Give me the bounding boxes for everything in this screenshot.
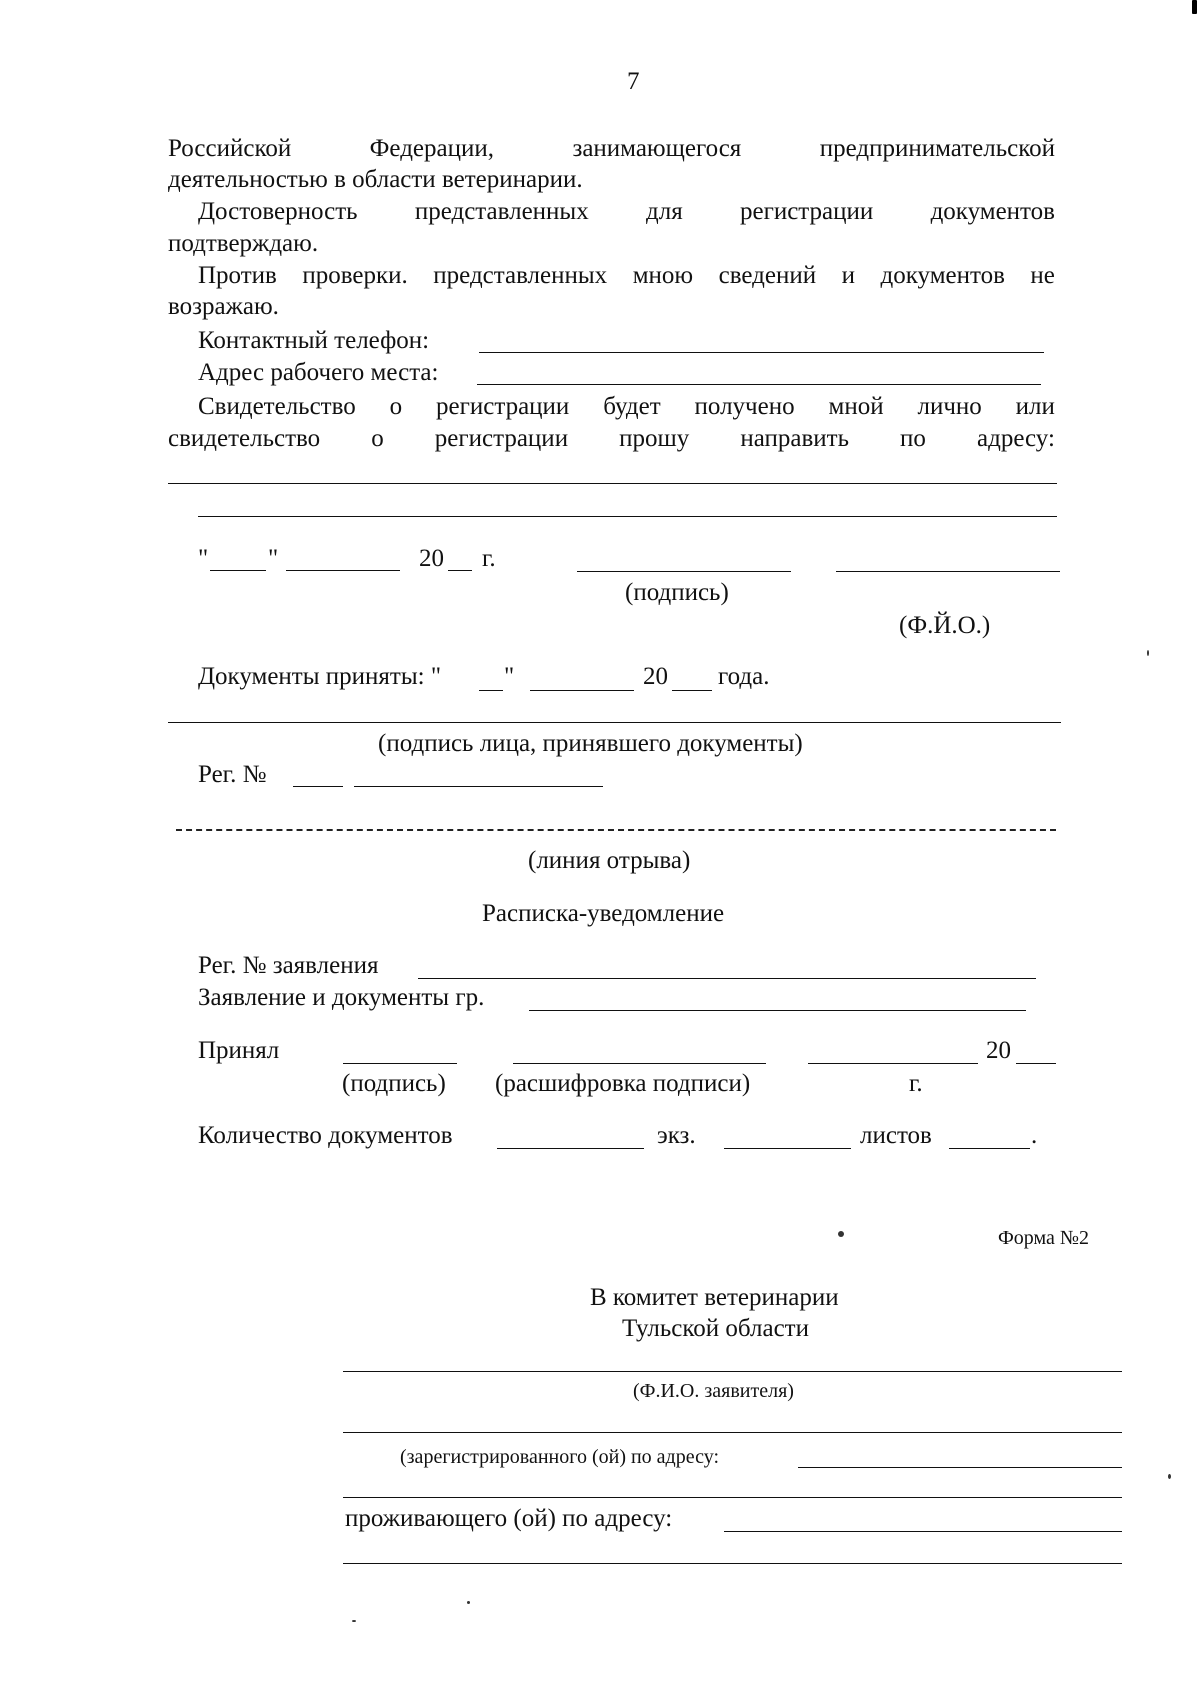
docs-accepted-year-field[interactable] xyxy=(672,690,712,691)
intro-line-3-word: документов xyxy=(930,198,1055,225)
receipt-sheets-field[interactable] xyxy=(949,1148,1030,1149)
date-year-field[interactable] xyxy=(448,570,472,571)
intro-line-1-word: Федерации, xyxy=(369,135,494,162)
reg-no-field-short[interactable] xyxy=(293,786,343,787)
intro-line-3-word: представленных xyxy=(414,198,589,225)
residing-address-label: проживающего (ой) по адресу: xyxy=(345,1505,673,1532)
certificate-line-2-word: свидетельство xyxy=(168,425,321,452)
signature-caption: (подпись) xyxy=(625,579,729,606)
date-day-field[interactable] xyxy=(210,570,266,571)
receipt-period: . xyxy=(1031,1122,1038,1149)
certificate-line-1-word: мной xyxy=(828,393,884,420)
certificate-line-1-word: будет xyxy=(603,393,661,420)
receipt-reg-no-field[interactable] xyxy=(418,978,1036,979)
reg-no-field-long[interactable] xyxy=(354,786,603,787)
certificate-line-1 xyxy=(198,392,1055,422)
tear-line xyxy=(176,829,1056,831)
intro-line-5-word: документов xyxy=(880,262,1005,289)
certificate-line-1-word: лично xyxy=(917,393,982,420)
receipt-copies-label: экз. xyxy=(657,1122,696,1149)
form-number-label: Форма №2 xyxy=(998,1227,1089,1249)
receipt-year-caption: г. xyxy=(909,1070,923,1097)
certificate-line-2-word: регистрации xyxy=(434,425,569,452)
contact-phone-field[interactable] xyxy=(479,352,1044,353)
date-year-suffix: г. xyxy=(482,545,496,572)
docs-accepted-day-field[interactable] xyxy=(479,690,503,691)
receipt-signature-field[interactable] xyxy=(343,1063,457,1064)
residing-address-field-1[interactable] xyxy=(724,1531,1122,1532)
certificate-line-2-word: о xyxy=(371,425,384,452)
date-close-quote: " xyxy=(268,545,279,572)
intro-line-1 xyxy=(168,134,1055,164)
certificate-line-1-word: о xyxy=(389,393,403,420)
certificate-line-1-word: регистрации xyxy=(436,393,570,420)
address-field-line-2[interactable] xyxy=(198,516,1057,517)
docs-accepted-suffix: года. xyxy=(718,663,770,690)
receipt-docs-field[interactable] xyxy=(529,1010,1026,1011)
intro-line-5-word: не xyxy=(1030,262,1055,289)
tear-line-caption: (линия отрыва) xyxy=(528,847,691,874)
registered-address-field-1[interactable] xyxy=(343,1432,1122,1433)
certificate-line-2-word: по xyxy=(900,425,926,452)
intro-line-5-word: Против xyxy=(198,262,277,289)
fio-field[interactable] xyxy=(836,571,1060,572)
intro-line-5-word: представленных xyxy=(433,262,608,289)
fio-caption: (Ф.Й.О.) xyxy=(899,612,991,639)
address-field-line-1[interactable] xyxy=(168,483,1057,484)
certificate-line-1-word: получено xyxy=(694,393,795,420)
receipt-copies-field[interactable] xyxy=(724,1148,851,1149)
intro-line-3-word: Достоверность xyxy=(198,198,358,225)
acceptor-signature-field[interactable] xyxy=(168,722,1061,723)
intro-line-5-word: и xyxy=(841,262,855,289)
intro-line-5-word: проверки. xyxy=(302,262,408,289)
residing-address-field-2[interactable] xyxy=(343,1563,1122,1564)
intro-line-3 xyxy=(198,197,1055,227)
intro-line-5-word: мною xyxy=(632,262,694,289)
registered-address-field-3[interactable] xyxy=(343,1497,1122,1498)
receipt-reg-no-label: Рег. № заявления xyxy=(198,952,379,979)
applicant-name-field[interactable] xyxy=(343,1371,1122,1372)
receipt-year-field[interactable] xyxy=(1016,1063,1056,1064)
intro-line-1-word: Российской xyxy=(168,135,292,162)
scan-speck xyxy=(352,1620,356,1622)
receipt-docs-label: Заявление и документы гр. xyxy=(198,984,485,1011)
receipt-signature-caption: (подпись) xyxy=(342,1070,446,1097)
docs-accepted-month-field[interactable] xyxy=(530,690,634,691)
contact-phone-label: Контактный телефон: xyxy=(198,327,430,354)
intro-line-3-word: для xyxy=(646,198,683,225)
receipt-count-field[interactable] xyxy=(497,1148,644,1149)
page-number: 7 xyxy=(627,68,640,95)
intro-line-2: деятельностью в области ветеринарии. xyxy=(168,166,583,193)
certificate-line-1-word: или xyxy=(1015,393,1055,420)
receipt-year-prefix: 20 xyxy=(986,1037,1011,1064)
signature-field[interactable] xyxy=(577,571,791,572)
date-month-field[interactable] xyxy=(286,570,400,571)
work-address-label: Адрес рабочего места: xyxy=(198,359,439,386)
intro-line-5 xyxy=(198,261,1055,291)
scan-speck xyxy=(1192,0,1197,14)
receipt-decipher-field[interactable] xyxy=(513,1063,766,1064)
work-address-field[interactable] xyxy=(477,384,1041,385)
docs-accepted-label: Документы приняты: " xyxy=(198,663,442,690)
scan-speck xyxy=(467,1601,470,1604)
receipt-count-label: Количество документов xyxy=(198,1122,453,1149)
addressee-line-1: В комитет ветеринарии xyxy=(590,1284,839,1311)
receipt-accepted-label: Принял xyxy=(198,1037,280,1064)
docs-accepted-year-prefix: 20 xyxy=(643,663,668,690)
intro-line-1-word: занимающегося xyxy=(572,135,742,162)
reg-no-label: Рег. № xyxy=(198,761,267,788)
intro-line-1-word: предпринимательской xyxy=(819,135,1055,162)
applicant-caption: (Ф.И.О. заявителя) xyxy=(633,1380,794,1402)
scan-speck xyxy=(1168,1474,1171,1479)
receipt-title: Расписка-уведомление xyxy=(482,900,725,927)
scan-speck xyxy=(1147,650,1149,656)
date-open-quote: " xyxy=(198,545,209,572)
receipt-decipher-caption: (расшифровка подписи) xyxy=(495,1070,751,1097)
registered-address-label: (зарегистрированного (ой) по адресу: xyxy=(400,1446,720,1468)
registered-address-field-2[interactable] xyxy=(798,1467,1122,1468)
certificate-line-1-word: Свидетельство xyxy=(198,393,356,420)
scan-speck xyxy=(838,1231,844,1237)
receipt-date-field[interactable] xyxy=(808,1063,978,1064)
certificate-line-2-word: направить xyxy=(740,425,849,452)
intro-line-6: возражаю. xyxy=(168,293,279,320)
docs-accepted-quote-close: " xyxy=(504,663,515,690)
intro-line-3-word: регистрации xyxy=(739,198,874,225)
certificate-line-2-word: адресу: xyxy=(977,425,1055,452)
intro-line-4: подтверждаю. xyxy=(168,230,319,257)
addressee-line-2: Тульской области xyxy=(622,1315,809,1342)
receipt-sheets-label: листов xyxy=(860,1122,932,1149)
acceptor-signature-caption: (подпись лица, принявшего документы) xyxy=(378,730,803,757)
certificate-line-2-word: прошу xyxy=(619,425,690,452)
date-year-prefix: 20 xyxy=(419,545,444,572)
intro-line-5-word: сведений xyxy=(718,262,817,289)
certificate-line-2 xyxy=(168,424,1055,454)
